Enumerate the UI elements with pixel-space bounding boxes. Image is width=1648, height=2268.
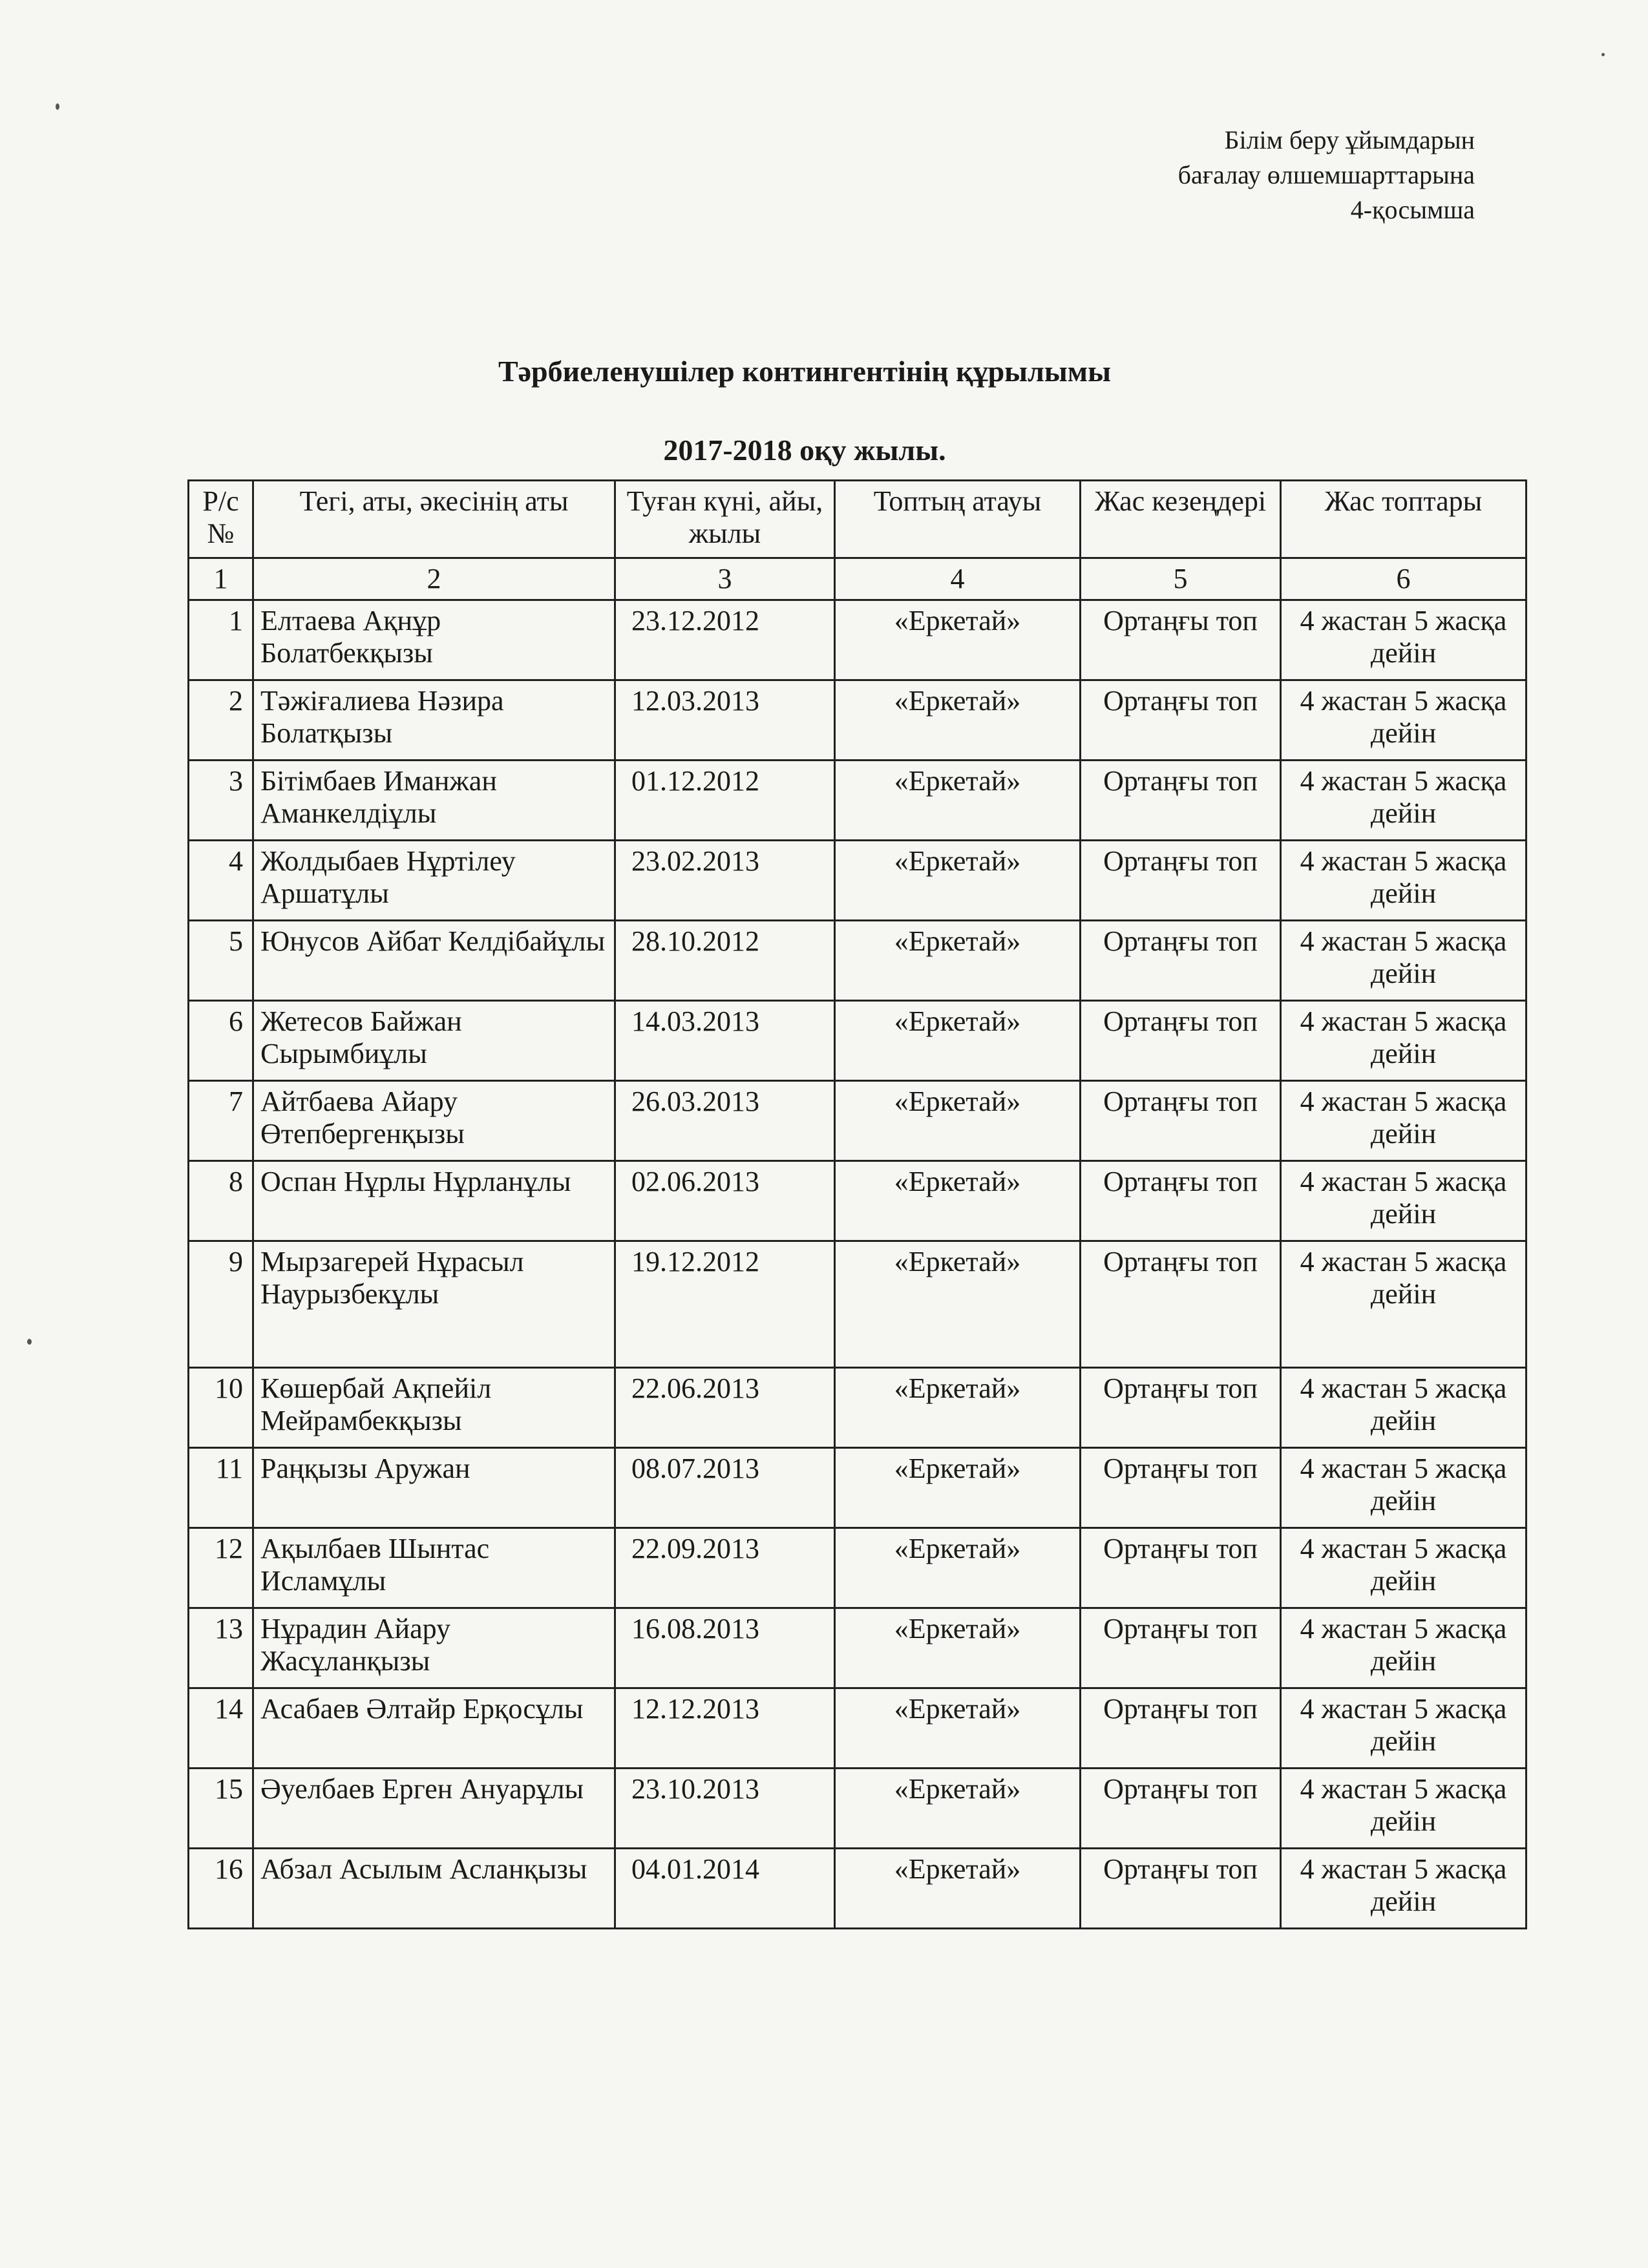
age-group-cell: 4 жастан 5 жасқа дейін [1281, 1688, 1527, 1769]
age-group-cell: 4 жастан 5 жасқа дейін [1281, 1161, 1527, 1241]
pupil-name-cell: Әуелбаев Ерген Ануарұлы [253, 1769, 615, 1849]
birth-date-cell: 12.03.2013 [615, 680, 835, 761]
birth-date-cell: 08.07.2013 [615, 1448, 835, 1528]
birth-date-cell: 16.08.2013 [615, 1608, 835, 1688]
scan-speck [56, 103, 59, 110]
birth-date-cell: 01.12.2012 [615, 761, 835, 841]
age-group-cell: 4 жастан 5 жасқа дейін [1281, 921, 1527, 1001]
group-name-cell: «Еркетай» [835, 1769, 1081, 1849]
scan-speck [27, 1339, 32, 1345]
header-cell: Р/с № [189, 481, 253, 558]
birth-date-cell: 23.12.2012 [615, 600, 835, 680]
row-number-cell: 11 [189, 1448, 253, 1528]
column-number-cell: 5 [1081, 558, 1281, 600]
age-period-cell: Ортаңғы топ [1081, 1849, 1281, 1929]
row-number-cell: 12 [189, 1528, 253, 1608]
row-number-cell: 14 [189, 1688, 253, 1769]
row-number-cell: 10 [189, 1368, 253, 1448]
age-group-cell: 4 жастан 5 жасқа дейін [1281, 1001, 1527, 1081]
age-group-cell: 4 жастан 5 жасқа дейін [1281, 1368, 1527, 1448]
group-name-cell: «Еркетай» [835, 600, 1081, 680]
table-row [189, 1368, 1527, 1448]
row-number-cell: 5 [189, 921, 253, 1001]
pupil-name-cell: Ақылбаев Шынтас Исламұлы [253, 1528, 615, 1608]
column-number-cell: 2 [253, 558, 615, 600]
group-name-cell: «Еркетай» [835, 1528, 1081, 1608]
age-period-cell: Ортаңғы топ [1081, 1241, 1281, 1368]
row-number-cell: 8 [189, 1161, 253, 1241]
annex-line-2: бағалау өлшемшарттарына [1178, 160, 1475, 189]
group-name-cell: «Еркетай» [835, 1241, 1081, 1368]
age-group-cell: 4 жастан 5 жасқа дейін [1281, 1608, 1527, 1688]
pupil-name-cell: Жетесов Байжан Сырымбиұлы [253, 1001, 615, 1081]
row-number-cell: 4 [189, 841, 253, 921]
table-row [189, 1849, 1527, 1929]
column-number-cell: 3 [615, 558, 835, 600]
row-number-cell: 7 [189, 1081, 253, 1161]
age-period-cell: Ортаңғы топ [1081, 761, 1281, 841]
pupil-name-cell: Елтаева Ақнұр Болатбекқызы [253, 600, 615, 680]
table-row [189, 1081, 1527, 1161]
age-period-cell: Ортаңғы топ [1081, 1769, 1281, 1849]
birth-date-cell: 19.12.2012 [615, 1241, 835, 1368]
pupil-name-cell: Бітімбаев Иманжан Аманкелдіұлы [253, 761, 615, 841]
header-cell: Топтың атауы [835, 481, 1081, 558]
table-row [189, 1688, 1527, 1769]
annex-note [1178, 123, 1475, 227]
table-row [189, 1448, 1527, 1528]
table-row [189, 841, 1527, 921]
age-period-cell: Ортаңғы топ [1081, 680, 1281, 761]
group-name-cell: «Еркетай» [835, 680, 1081, 761]
row-number-cell: 3 [189, 761, 253, 841]
age-group-cell: 4 жастан 5 жасқа дейін [1281, 680, 1527, 761]
column-number-row [189, 558, 1527, 600]
group-name-cell: «Еркетай» [835, 1608, 1081, 1688]
birth-date-cell: 28.10.2012 [615, 921, 835, 1001]
age-group-cell: 4 жастан 5 жасқа дейін [1281, 761, 1527, 841]
birth-date-cell: 22.09.2013 [615, 1528, 835, 1608]
group-name-cell: «Еркетай» [835, 761, 1081, 841]
group-name-cell: «Еркетай» [835, 1161, 1081, 1241]
group-name-cell: «Еркетай» [835, 1448, 1081, 1528]
row-number-cell: 6 [189, 1001, 253, 1081]
table-row [189, 1161, 1527, 1241]
age-period-cell: Ортаңғы топ [1081, 1001, 1281, 1081]
table-row [189, 680, 1527, 761]
header-cell: Жас топтары [1281, 481, 1527, 558]
pupil-name-cell: Айтбаева Айару Өтепбергенқызы [253, 1081, 615, 1161]
age-group-cell: 4 жастан 5 жасқа дейін [1281, 1241, 1527, 1368]
column-number-cell: 1 [189, 558, 253, 600]
table-row [189, 1608, 1527, 1688]
scan-speck [1601, 53, 1605, 56]
table-row [189, 761, 1527, 841]
age-period-cell: Ортаңғы топ [1081, 921, 1281, 1001]
age-period-cell: Ортаңғы топ [1081, 1448, 1281, 1528]
birth-date-cell: 26.03.2013 [615, 1081, 835, 1161]
group-name-cell: «Еркетай» [835, 1849, 1081, 1929]
birth-date-cell: 23.10.2013 [615, 1769, 835, 1849]
age-period-cell: Ортаңғы топ [1081, 1608, 1281, 1688]
age-group-cell: 4 жастан 5 жасқа дейін [1281, 1769, 1527, 1849]
age-group-cell: 4 жастан 5 жасқа дейін [1281, 1528, 1527, 1608]
header-cell: Тегі, аты, әкесінің аты [253, 481, 615, 558]
row-number-cell: 1 [189, 600, 253, 680]
pupil-name-cell: Абзал Асылым Асланқызы [253, 1849, 615, 1929]
academic-year: 2017-2018 оқу жылы. [663, 434, 946, 467]
row-number-cell: 2 [189, 680, 253, 761]
row-number-cell: 13 [189, 1608, 253, 1688]
header-cell: Жас кезеңдері [1081, 481, 1281, 558]
column-number-cell: 6 [1281, 558, 1527, 600]
table-row [189, 1528, 1527, 1608]
row-number-cell: 9 [189, 1241, 253, 1368]
birth-date-cell: 22.06.2013 [615, 1368, 835, 1448]
age-period-cell: Ортаңғы топ [1081, 1161, 1281, 1241]
age-period-cell: Ортаңғы топ [1081, 1368, 1281, 1448]
group-name-cell: «Еркетай» [835, 841, 1081, 921]
annex-line-3: 4-қосымша [1350, 195, 1475, 224]
group-name-cell: «Еркетай» [835, 1001, 1081, 1081]
column-number-cell: 4 [835, 558, 1081, 600]
age-group-cell: 4 жастан 5 жасқа дейін [1281, 841, 1527, 921]
annex-line-1: Білім беру ұйымдарын [1224, 125, 1475, 154]
age-period-cell: Ортаңғы топ [1081, 1688, 1281, 1769]
pupil-name-cell: Көшербай Ақпейіл Мейрамбекқызы [253, 1368, 615, 1448]
group-name-cell: «Еркетай» [835, 1688, 1081, 1769]
pupil-name-cell: Тәжіғалиева Нәзира Болатқызы [253, 680, 615, 761]
group-name-cell: «Еркетай» [835, 1368, 1081, 1448]
age-group-cell: 4 жастан 5 жасқа дейін [1281, 1849, 1527, 1929]
birth-date-cell: 14.03.2013 [615, 1001, 835, 1081]
pupil-name-cell: Юнусов Айбат Келдібайұлы [253, 921, 615, 1001]
row-number-cell: 15 [189, 1769, 253, 1849]
table-row [189, 921, 1527, 1001]
table-row [189, 600, 1527, 680]
header-row [189, 481, 1527, 558]
pupil-roster-table [187, 479, 1527, 1929]
pupil-name-cell: Асабаев Әлтайр Ерқосұлы [253, 1688, 615, 1769]
table-row [189, 1001, 1527, 1081]
age-period-cell: Ортаңғы топ [1081, 1528, 1281, 1608]
pupil-name-cell: Мырзагерей Нұрасыл Наурызбекұлы [253, 1241, 615, 1368]
table-row [189, 1769, 1527, 1849]
birth-date-cell: 02.06.2013 [615, 1161, 835, 1241]
pupil-name-cell: Оспан Нұрлы Нұрланұлы [253, 1161, 615, 1241]
age-period-cell: Ортаңғы топ [1081, 1081, 1281, 1161]
age-group-cell: 4 жастан 5 жасқа дейін [1281, 1448, 1527, 1528]
age-period-cell: Ортаңғы топ [1081, 841, 1281, 921]
document-title: Тәрбиеленушілер контингентінің құрылымы [498, 355, 1112, 388]
group-name-cell: «Еркетай» [835, 1081, 1081, 1161]
pupil-name-cell: Раңқызы Аружан [253, 1448, 615, 1528]
birth-date-cell: 04.01.2014 [615, 1849, 835, 1929]
group-name-cell: «Еркетай» [835, 921, 1081, 1001]
pupil-name-cell: Жолдыбаев Нұртілеу Аршатұлы [253, 841, 615, 921]
age-group-cell: 4 жастан 5 жасқа дейін [1281, 1081, 1527, 1161]
birth-date-cell: 23.02.2013 [615, 841, 835, 921]
row-number-cell: 16 [189, 1849, 253, 1929]
header-cell: Туған күні, айы, жылы [615, 481, 835, 558]
birth-date-cell: 12.12.2013 [615, 1688, 835, 1769]
table-row [189, 1241, 1527, 1368]
age-period-cell: Ортаңғы топ [1081, 600, 1281, 680]
pupil-name-cell: Нұрадин Айару Жасұланқызы [253, 1608, 615, 1688]
age-group-cell: 4 жастан 5 жасқа дейін [1281, 600, 1527, 680]
